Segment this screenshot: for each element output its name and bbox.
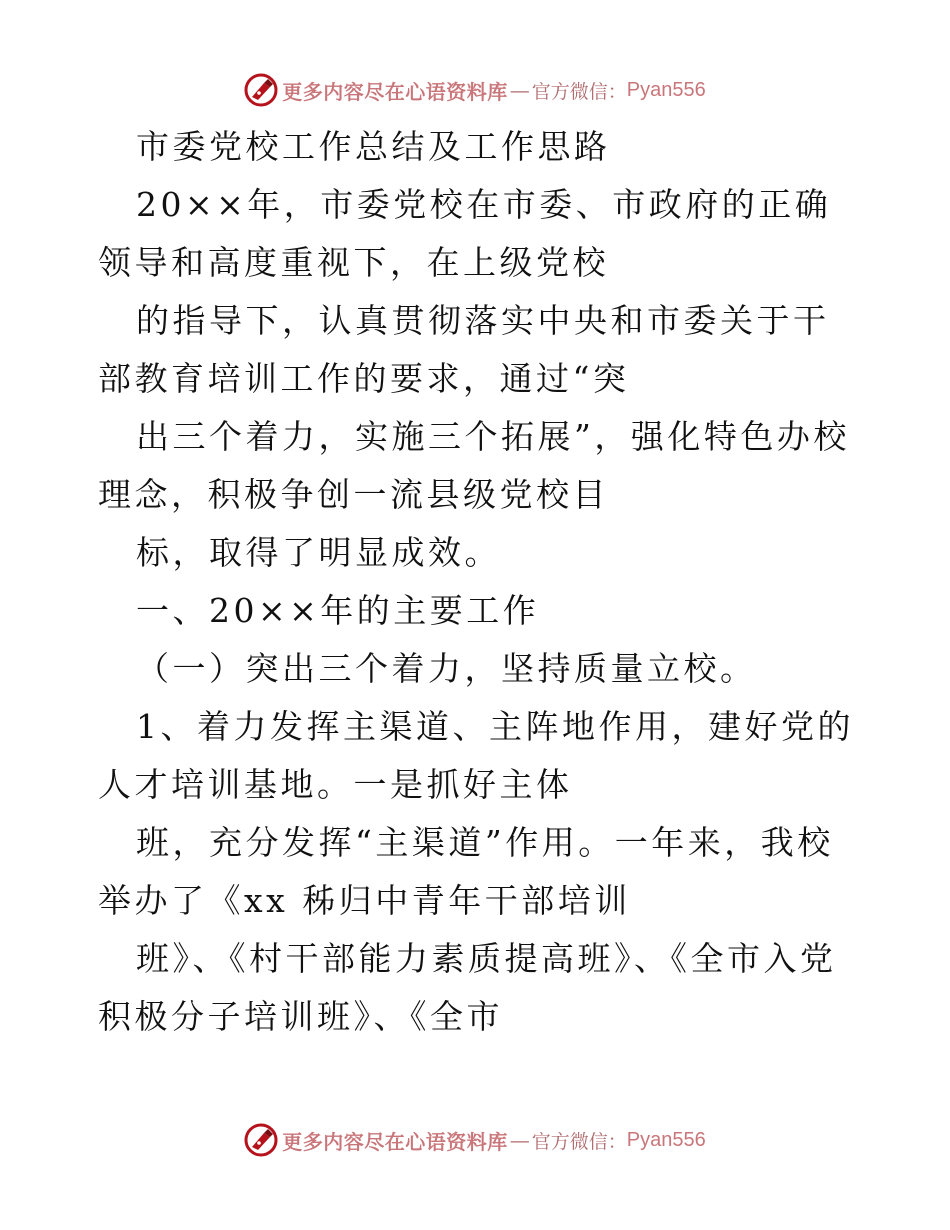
- banner-wechat-id: Pyan556: [626, 1128, 706, 1151]
- banner-wechat-label: 官方微信：: [531, 80, 627, 103]
- paragraph: 1、着力发挥主渠道、主阵地作用，建好党的人才培训基地。一是抓好主体: [98, 707, 854, 804]
- pen-nib-logo-icon: [244, 73, 278, 107]
- document-body: [98, 118, 858, 1046]
- banner-wechat-id: Pyan556: [626, 78, 706, 101]
- paragraph: 班，充分发挥“主渠道”作用。一年来，我校举办了《xx 秭归中青年干部培训: [98, 823, 834, 920]
- banner-promo-text: 更多内容尽在心语资料库: [282, 79, 508, 104]
- pen-nib-logo-icon: [244, 1123, 278, 1157]
- paragraph: 出三个着力，实施三个拓展”，强化特色办校理念，积极争创一流县级党校目: [98, 417, 850, 514]
- paragraph: 班》、《村干部能力素质提高班》、《全市入党积极分子培训班》、《全市: [98, 939, 837, 1036]
- document-title: 市委党校工作总结及工作思路: [136, 127, 611, 166]
- banner-separator: —: [509, 78, 530, 102]
- paragraph: 的指导下，认真贯彻落实中央和市委关于干部教育培训工作的要求，通过“突: [98, 301, 830, 398]
- subsection-heading: （一）突出三个着力，坚持质量立校。: [136, 649, 757, 688]
- banner-promo-text: 更多内容尽在心语资料库: [282, 1129, 508, 1154]
- banner-wechat-label: 官方微信：: [531, 1130, 627, 1153]
- footer-banner: [0, 1120, 950, 1160]
- section-heading: 一、20××年的主要工作: [136, 591, 540, 630]
- paragraph: 20××年，市委党校在市委、市政府的正确领导和高度重视下，在上级党校: [98, 185, 832, 282]
- paragraph: 标，取得了明显成效。: [136, 533, 501, 572]
- banner-separator: —: [509, 1128, 530, 1152]
- header-banner: [0, 70, 950, 110]
